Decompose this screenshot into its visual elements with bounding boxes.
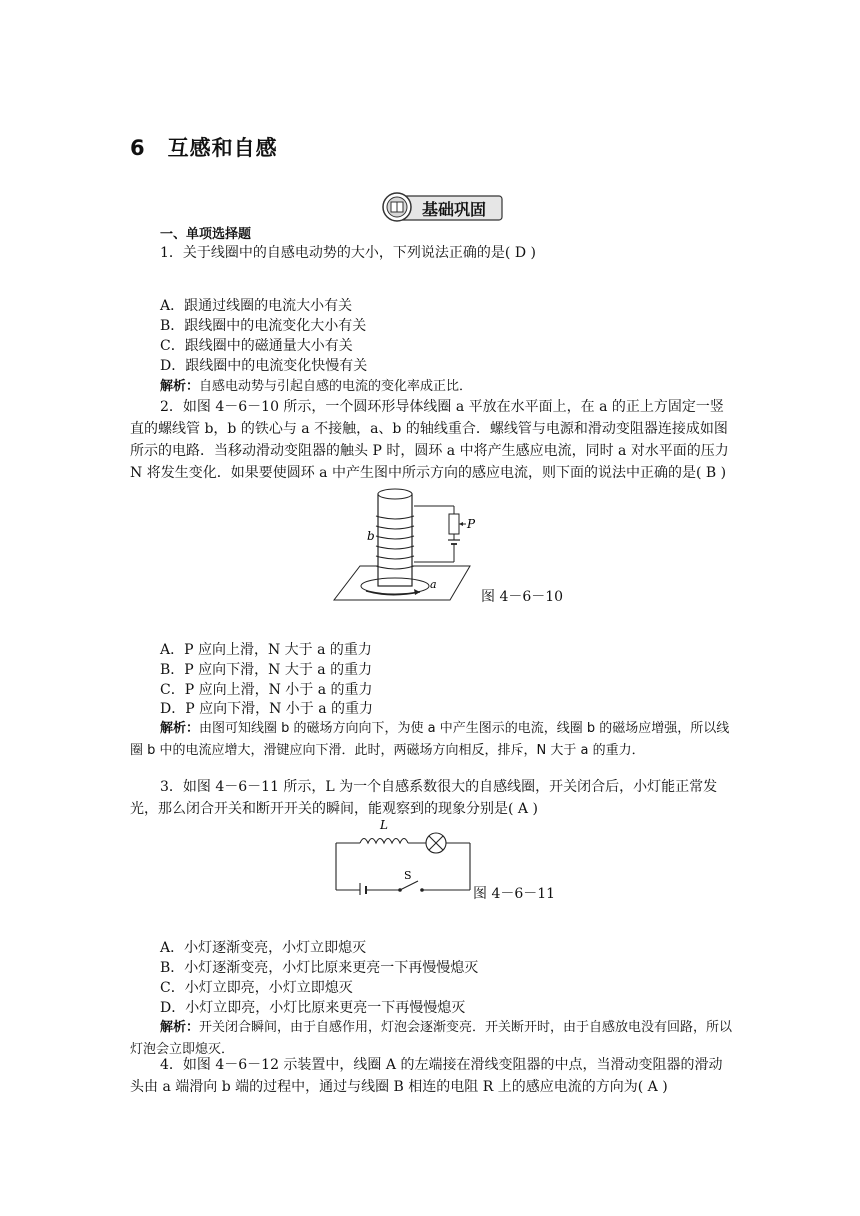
q1-analysis-label: 解析： bbox=[160, 379, 200, 394]
figure-4-6-10 bbox=[330, 488, 480, 604]
section-badge bbox=[380, 190, 504, 224]
page-title: 6 互感和自感 bbox=[130, 136, 278, 160]
q3-option-c: C．小灯立即亮，小灯立即熄灭 bbox=[160, 980, 353, 996]
q1-option-b: B．跟线圈中的电流变化大小有关 bbox=[160, 318, 367, 334]
q3-analysis-label: 解析： bbox=[160, 1020, 200, 1035]
q2-stem: 2．如图 4－6－10 所示，一个圆环形导体线圈 a 平放在水平面上，在 a 的正上方固定一竖直的螺线管 b，b 的铁心与 a 不接触，a、b 的轴线重合．螺线管与电源和滑动变阻器连接成如图所示的电路．当移动滑动变阻器的触头 P 时，圆环 a 中将产生感应电流，同时 a 对水平面的压力 N 将发生变化．如果要使圆环 a 中产生图中所示方向的感应电流，则下面的说法中正确的是( B ) bbox=[130, 399, 729, 481]
q1-option-c: C．跟线圈中的磁通量大小有关 bbox=[160, 338, 353, 354]
fig1-label-b: b bbox=[367, 529, 375, 543]
q1-option-a: A．跟通过线圈的电流大小有关 bbox=[160, 298, 353, 314]
q2-analysis-label: 解析： bbox=[160, 721, 200, 736]
q3-stem: 3．如图 4－6－11 所示，L 为一个自感系数很大的自感线圈，开关闭合后，小灯能正常发光，那么闭合开关和断开开关的瞬间，能观察到的现象分别是( A ) bbox=[130, 779, 718, 817]
fig1-label-p: P bbox=[467, 517, 476, 531]
q3-option-a: A．小灯逐渐变亮，小灯立即熄灭 bbox=[160, 940, 367, 956]
badge-label: 基础巩固 bbox=[422, 200, 487, 219]
q3-option-d: D．小灯立即亮，小灯比原来更亮一下再慢慢熄灭 bbox=[160, 1000, 466, 1016]
fig2-label-l: L bbox=[380, 818, 388, 832]
q1-analysis bbox=[160, 376, 735, 398]
q4-stem: 4．如图 4－6－12 示装置中，线圈 A 的左端接在滑线变阻器的中点，当滑动变阻器的滑动头由 a 端滑向 b 端的过程中，通过与线圈 B 相连的电阻 R 上的感应电流的方向为( A ) bbox=[130, 1057, 723, 1095]
q1-option-d: D．跟线圈中的电流变化快慢有关 bbox=[160, 358, 368, 374]
section-heading: 一、单项选择题 bbox=[160, 227, 252, 242]
q2-option-b: B．P 应向下滑，N 大于 a 的重力 bbox=[160, 662, 373, 678]
q2-analysis-text: 由图可知线圈 b 的磁场方向向下，为使 a 中产生图示的电流，线圈 b 的磁场应增强，所以线圈 b 中的电流应增大，滑键应向下滑．此时，两磁场方向相反，排斥，N 大于 a 的重力． bbox=[130, 721, 730, 758]
fig2-label-s: S bbox=[404, 869, 412, 882]
fig1-label-a: a bbox=[430, 578, 437, 591]
q3-analysis-text: 开关闭合瞬间，由于自感作用，灯泡会逐渐变亮．开关断开时，由于自感放电没有回路，所以灯泡会立即熄灭． bbox=[130, 1020, 733, 1057]
q2-option-a: A．P 应向上滑，N 大于 a 的重力 bbox=[160, 642, 372, 658]
q1-stem: 1．关于线圈中的自感电动势的大小，下列说法正确的是( D ) bbox=[160, 245, 536, 261]
figure-caption-4-6-11: 图 4－6－11 bbox=[473, 886, 556, 902]
q1-analysis-text: 自感电动势与引起自感的电流的变化率成正比． bbox=[199, 379, 473, 394]
q2-option-d: D．P 应向下滑，N 小于 a 的重力 bbox=[160, 701, 374, 717]
q2-analysis bbox=[130, 718, 735, 762]
figure-4-6-11 bbox=[330, 815, 475, 895]
figure-caption-4-6-10: 图 4－6－10 bbox=[481, 589, 564, 605]
q2-option-c: C．P 应向上滑，N 小于 a 的重力 bbox=[160, 682, 373, 698]
q3-option-b: B．小灯逐渐变亮，小灯比原来更亮一下再慢慢熄灭 bbox=[160, 960, 479, 976]
